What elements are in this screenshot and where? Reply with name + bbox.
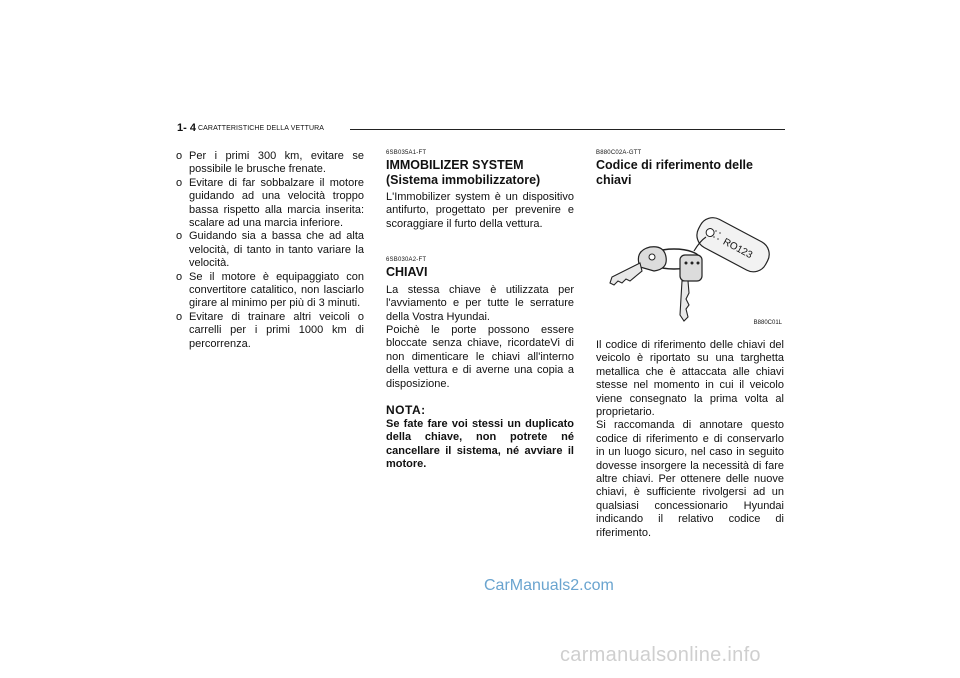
- bullet-marker: o: [176, 310, 183, 323]
- carmanuals-watermark-link[interactable]: CarManuals2.com: [484, 577, 614, 594]
- list-item: o Evitare di far sobbalzare il motore guidando ad una velocità troppo bassa rispetto alla marcia inserita: scalare ad una marcia inferiore.: [176, 176, 364, 230]
- section-code: B880C02A-GTT: [596, 150, 642, 156]
- section-code: 6SB035A1-FT: [386, 150, 427, 156]
- immobilizer-heading: IMMOBILIZER SYSTEM (Sistema immobilizzatore): [386, 158, 541, 187]
- note-heading: NOTA:: [386, 402, 426, 417]
- keys-with-tag-icon: [596, 191, 784, 329]
- column-break-in-tips: [176, 150, 364, 351]
- list-item: o Per i primi 300 km, evitare se possibile le brusche frenate.: [176, 150, 364, 176]
- keys-heading: CHIAVI: [386, 265, 428, 280]
- figure-code: B880C01L: [753, 320, 782, 326]
- bullet-marker: o: [176, 150, 183, 162]
- immobilizer-text: L'Immobilizer system è un dispositivo antifurto, progettato per prevenire e scoraggiare il furto della vettura.: [386, 191, 574, 230]
- list-item: o Guidando sia a bassa che ad alta velocità, di tanto in tanto variare la velocità.: [176, 230, 364, 270]
- section-code: 6SB030A2-FT: [386, 257, 427, 264]
- keys-text-2: Poichè le porte possono essere bloccate senza chiave, ricordateVi di non dimenticare le chiavi all'interno della vettura e di averne una copia a disposizione.: [386, 323, 574, 390]
- break-in-list: [176, 150, 364, 351]
- keys-text: La stessa chiave è utilizzata per l'avviamento e per tutte le serrature della Vostra Hyundai.: [386, 283, 574, 323]
- note-text: Se fate fare voi stessi un duplicato della chiave, non potrete né cancellare il sistema, né avviare il motore.: [386, 417, 574, 471]
- carmanualsonline-watermark-link[interactable]: carmanualsonline.info: [560, 644, 761, 666]
- key-code-text: Il codice di riferimento delle chiavi del veicolo è riportato su una targhetta metallica che è attaccata alle chiavi stesse nel momento in cui il veicolo viene consegnato la prima volta al proprietario.: [596, 339, 784, 419]
- key-code-heading: Codice di riferimento delle chiavi: [596, 158, 753, 187]
- list-item: o Evitare di trainare altri veicoli o carrelli per i primi 1000 km di percorrenza.: [176, 310, 364, 350]
- page-number: 1- 4: [177, 122, 196, 134]
- bullet-marker: o: [176, 176, 183, 189]
- list-item: o Se il motore è equipaggiato con convertitore catalitico, non lasciarlo girare al minimo per più di 3 minuti.: [176, 270, 364, 310]
- tag-code: RO123: [720, 236, 755, 262]
- bullet-marker: o: [176, 270, 183, 283]
- page-header: [177, 122, 785, 138]
- key-code-text-2: Si raccomanda di annotare questo codice di riferimento e di conservarlo in un luogo sicuro, nel caso in seguito dovesse insorgere la necessità di fare altre chiavi. Per ottenere delle nuove chiavi, è sufficiente rivolgersi ad un qualsiasi concessionario Hyundai indicando il relativo codice di riferimento.: [596, 419, 784, 539]
- section-title: CARATTERISTICHE DELLA VETTURA: [198, 125, 325, 132]
- column-key-code: [596, 150, 784, 540]
- keys-illustration: [596, 191, 784, 329]
- header-divider: [350, 129, 785, 130]
- bullet-marker: o: [176, 230, 183, 243]
- column-immobilizer-keys: [386, 150, 574, 472]
